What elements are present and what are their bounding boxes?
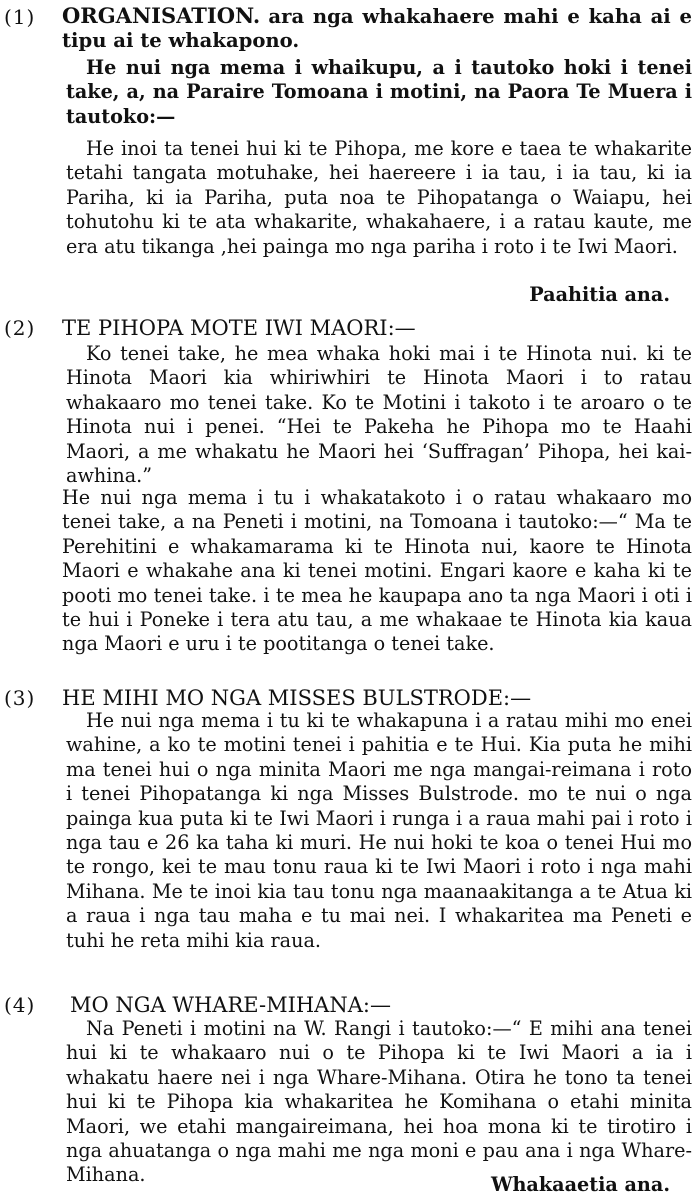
section-number: (1) [4, 5, 36, 29]
section-heading-line [62, 4, 692, 54]
paragraph: He nui nga mema i whaikupu, a i tautoko hoki i tenei take, a, na Paraire Tomoana i motini, na Paora Te Muera i tautoko:— [66, 56, 692, 128]
section-heading: TE PIHOPA MOTE IWI MAORI:— [62, 316, 416, 340]
paragraph: He nui nga mema i tu ki te whakapuna i a ratau mihi mo enei wahine, a ko te motini tenei i pahitia e te Hui. Kia puta he mihi ma tenei hui o nga minita Maori me nga mangai-reimana i roto i tenei Pihopatanga ki nga Misses Bulstrode. mo te nui o nga painga kua puta ki te Iwi Maori i runga i a raua mahi pai i roto i nga tau e 26 ka taha ki muri. He nui hoki te koa o tenei Hui mo te rongo, kei te mau tonu raua ki te Iwi Maori i roto i nga mahi Mihana. Me te inoi kia tau tonu nga maanaakitanga a te Atua ki a raua i nga tau maha e tu mai nei. I whakaritea ma Peneti e tuhi he reta mihi kia raua. [66, 709, 692, 952]
section-number: (3) [4, 686, 36, 710]
paragraph: Na Peneti i motini na W. Rangi i tautoko:—“ E mihi ana tenei hui ki te whakaaro nui o te Pihopa ki te Iwi Maori a ia i whakatu haere nei i nga Whare-Mihana. Otira he tono ta tenei hui ki te Pihopa kia whakaritea he Komihana o etahi minita Maori, we etahi mangaireimana, hei hoa mona ki te tirotiro i nga ahuatanga o nga mahi me nga moni e pau ana i nga Whare-Mihana. [66, 1017, 692, 1187]
closing-text: Paahitia ana. [529, 283, 670, 306]
section-number: (4) [4, 993, 36, 1017]
closing-text: Whakaaetia ana. [490, 1173, 670, 1196]
section-heading-rest: ara nga whakahaere mahi e kaha ai e tipu ai te whakapono. [62, 5, 692, 53]
section-heading: HE MIHI MO NGA MISSES BULSTRODE:— [62, 686, 532, 710]
section-number: (2) [4, 316, 36, 340]
section-heading: ORGANISATION. [62, 3, 261, 28]
paragraph: Ko tenei take, he mea whaka hoki mai i te Hinota nui. ki te Hinota Maori kia whiriwhiri te Hinota Maori i to ratau whakaaro mo tenei take. Ko te Motini i takoto i te aroaro o te Hinota nui i penei. “Hei te Pakeha he Pihopa mo te Haahi Maori, a me whakatu he Maori hei ‘Suffragan’ Pihopa, hei kai-awhina.” [66, 342, 692, 488]
paragraph: He nui nga mema i tu i whakatakoto i o ratau whakaaro mo tenei take, a na Peneti i motini, na Tomoana i tautoko:—“ Ma te Perehitini e whakamarama ki te Hinota nui, kaore te Hinota Maori e whakahe ana ki tenei motini. Engari kaore e kaha ki te pooti mo tenei take. i te mea he kaupapa ano ta nga Maori i oti i te hui i Poneke i tera atu tau, a me whakaae te Hinota kia kaua nga Maori e uru i te pootitanga o tenei take. [62, 486, 692, 656]
section-heading: MO NGA WHARE-MIHANA:— [70, 993, 391, 1017]
paragraph: He inoi ta tenei hui ki te Pihopa, me kore e taea te whakarite tetahi tangata motuhake, hei haereere i ia tau, i ia tau, ki ia Pariha, ki ia Pariha, puta noa te Pihopatanga o Waiapu, hei tohutohu ki te ata whakarite, whakahaere, i a ratau kaute, me era atu tikanga ,hei painga mo nga pariha i roto i te Iwi Maori. [66, 137, 692, 258]
